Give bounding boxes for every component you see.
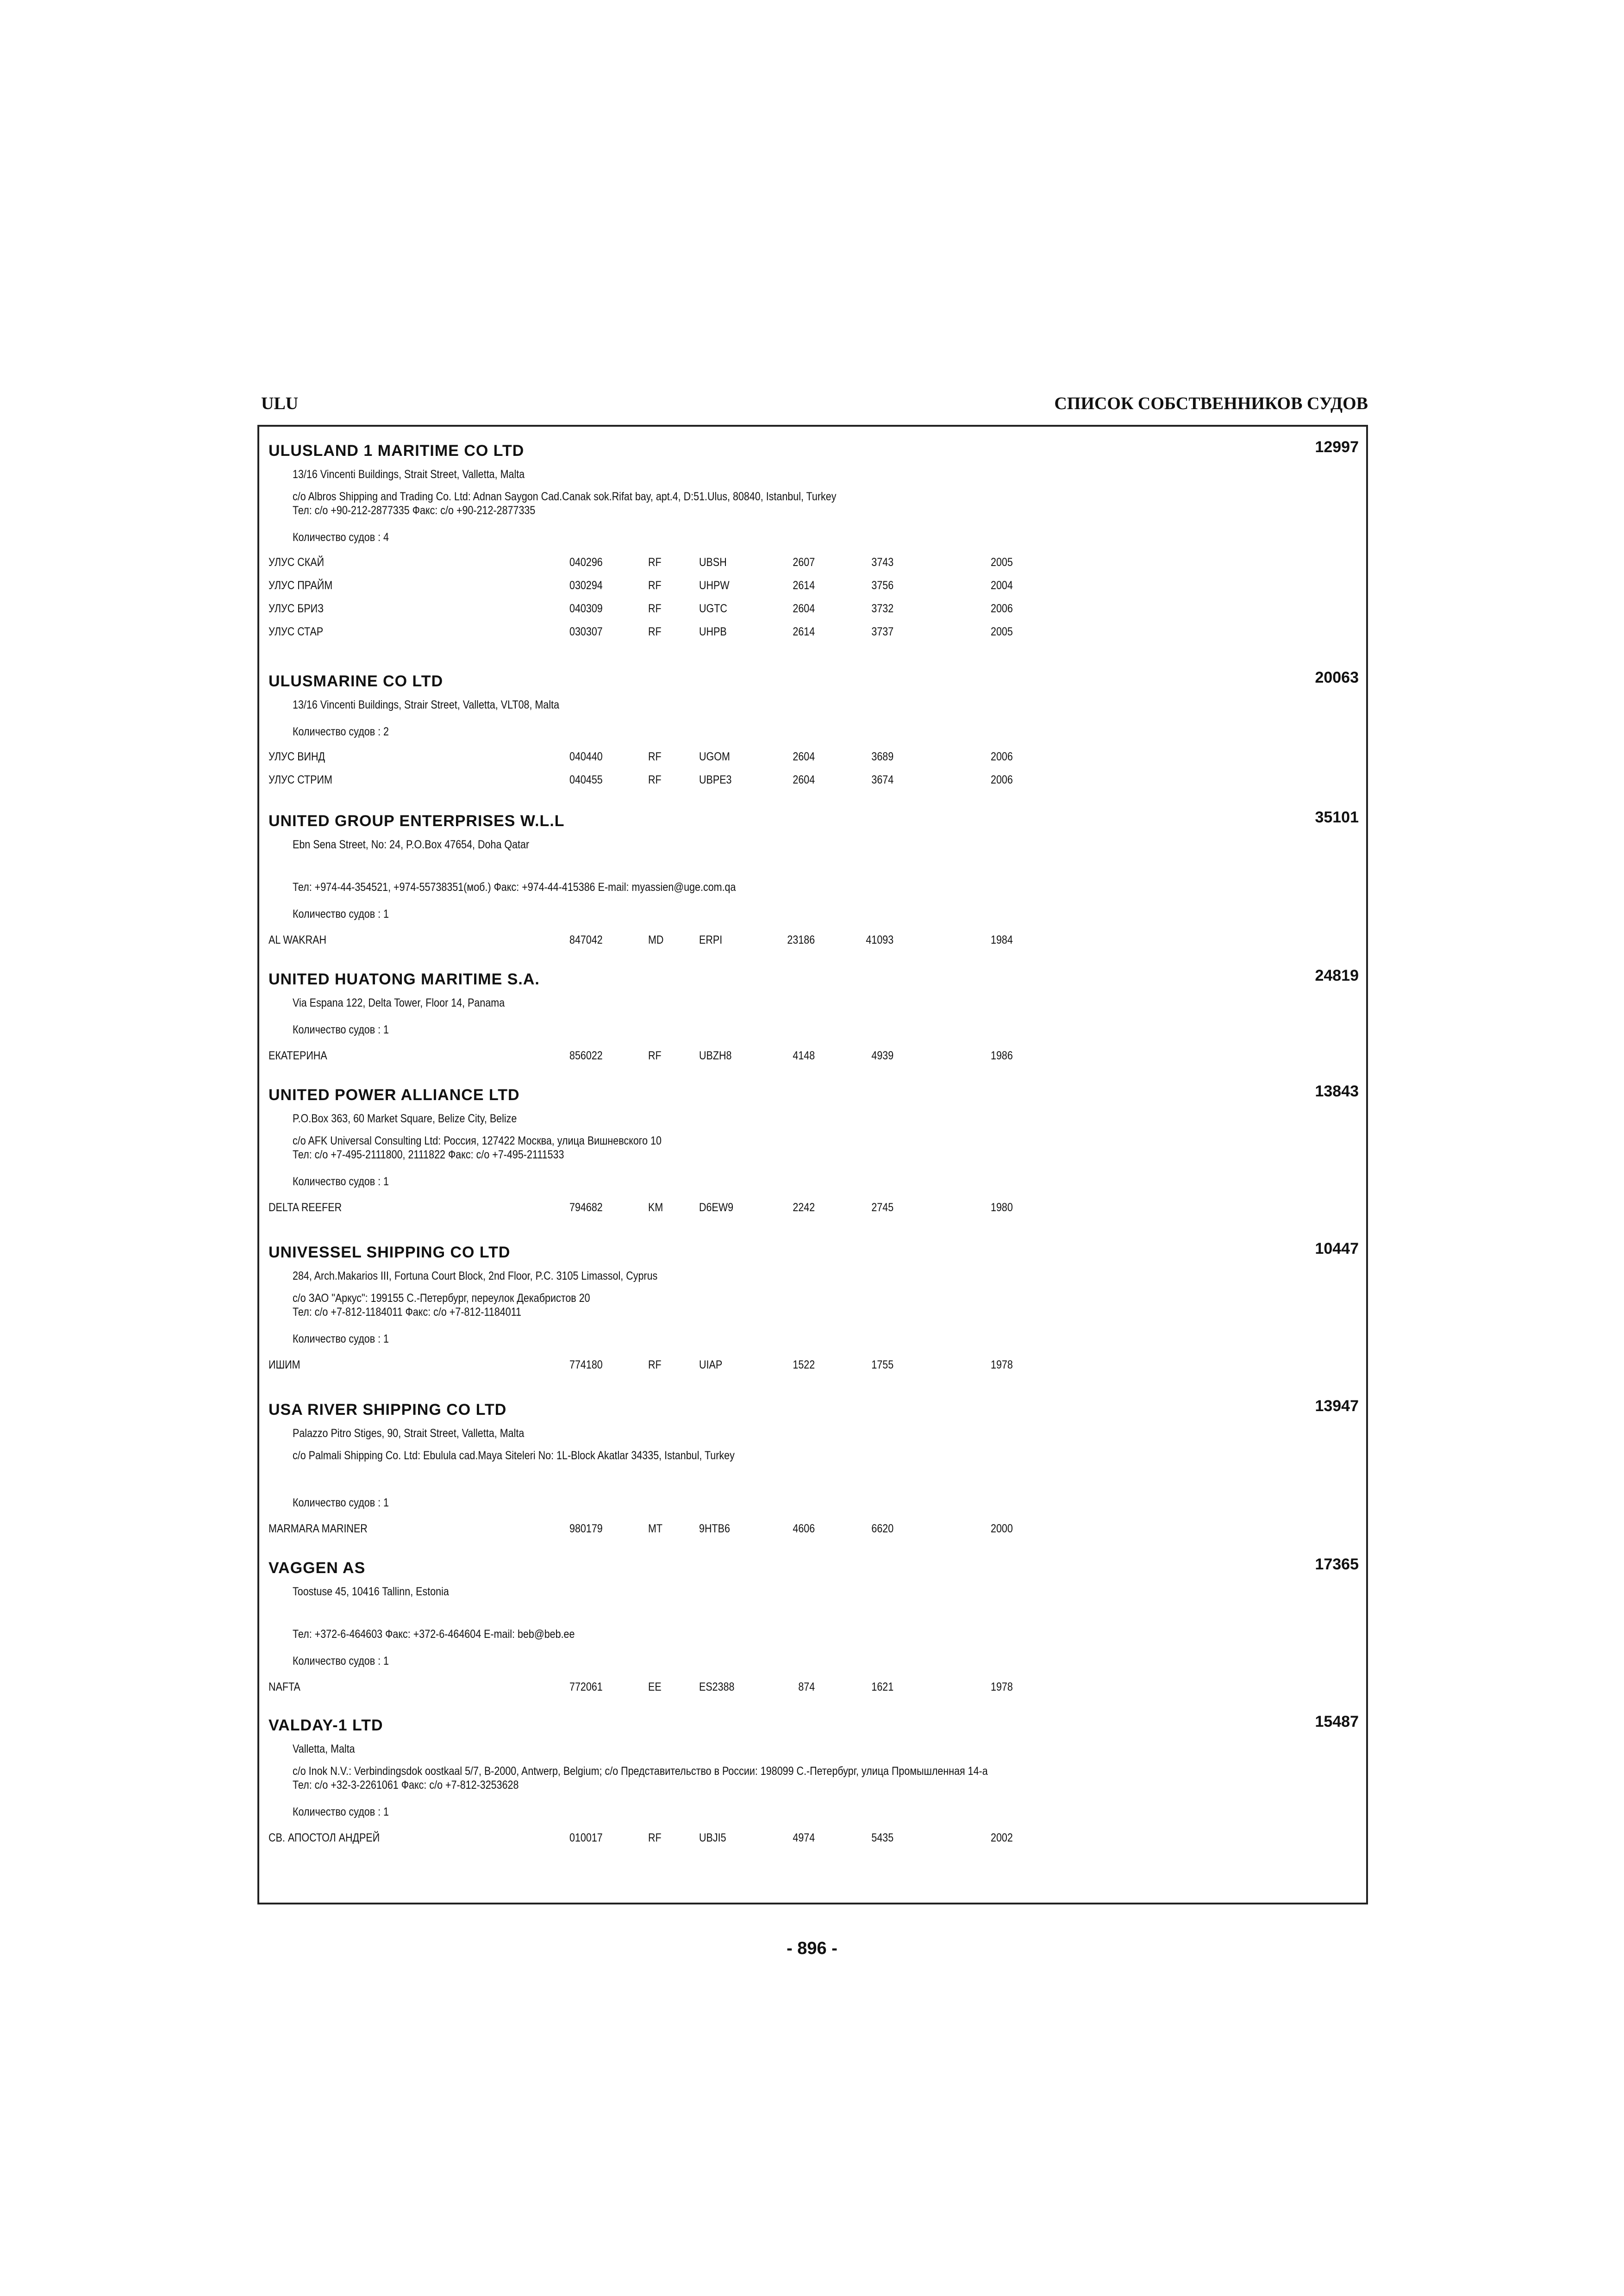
owner-id: 10447 (1315, 1240, 1359, 1257)
vessel-gross-tonnage: 2607 (793, 556, 815, 569)
vessel-gross-tonnage: 2614 (793, 579, 815, 592)
vessel-gross-tonnage: 4148 (793, 1049, 815, 1062)
owner-address: Toostuse 45, 10416 Tallinn, Estonia (293, 1585, 449, 1598)
vessel-count: Количество судов : 1 (293, 1332, 389, 1345)
vessel-reg-number: 794682 (569, 1201, 603, 1214)
owner-agent: c/o ЗАО "Аркус": 199155 С.-Петербург, переулок Декабристов 20 (293, 1292, 590, 1305)
vessel-year-built: 2002 (991, 1831, 1013, 1844)
vessel-flag: RF (648, 556, 662, 569)
owner-name: VALDAY-1 LTD (269, 1717, 383, 1734)
vessel-row (269, 1680, 1333, 1694)
vessel-deadweight: 1621 (871, 1680, 894, 1693)
vessel-flag: RF (648, 579, 662, 592)
vessel-flag: RF (648, 773, 662, 786)
owner-contacts: Тел: +372-6-464603 Факс: +372-6-464604 E-mail: beb@beb.ee (293, 1628, 575, 1641)
owner-id: 35101 (1315, 809, 1359, 826)
owner-agent: c/o Palmali Shipping Co. Ltd: Ebulula cad.Maya Siteleri No: 1L-Block Akatlar 34335, Istanbul, Turkey (293, 1449, 735, 1462)
vessel-reg-number: 010017 (569, 1831, 603, 1844)
vessel-gross-tonnage: 4974 (793, 1831, 815, 1844)
owner-name: VAGGEN AS (269, 1559, 366, 1577)
vessel-name: УЛУС СТАР (269, 625, 324, 638)
vessel-reg-number: 040440 (569, 750, 603, 763)
vessel-year-built: 2004 (991, 579, 1013, 592)
vessel-name: NAFTA (269, 1680, 300, 1693)
vessel-gross-tonnage: 1522 (793, 1358, 815, 1371)
owner-contacts: Тел: c/o +7-495-2111800, 2111822 Факс: c/o +7-495-2111533 (293, 1148, 564, 1161)
vessel-name: ЕКАТЕРИНА (269, 1049, 327, 1062)
vessel-year-built: 2006 (991, 602, 1013, 615)
vessel-row (269, 555, 1333, 569)
vessel-deadweight: 41093 (866, 933, 894, 946)
vessel-call-sign: UBSH (699, 556, 727, 569)
vessel-row (269, 1049, 1333, 1063)
vessel-reg-number: 030294 (569, 579, 603, 592)
vessel-call-sign: UBZH8 (699, 1049, 732, 1062)
vessel-reg-number: 847042 (569, 933, 603, 946)
owner-name: UNITED HUATONG MARITIME S.A. (269, 971, 540, 988)
vessel-name: MARMARA MARINER (269, 1522, 368, 1535)
vessel-deadweight: 5435 (871, 1831, 894, 1844)
vessel-flag: RF (648, 750, 662, 763)
vessel-row (269, 1522, 1333, 1536)
owner-id: 20063 (1315, 669, 1359, 686)
vessel-gross-tonnage: 4606 (793, 1522, 815, 1535)
owner-agent: c/o Albros Shipping and Trading Co. Ltd: Adnan Saygon Cad.Canak sok.Rifat bay, apt.4, D:51.Ulus, 80840, Istanbul, Turkey (293, 490, 837, 503)
owner-agent: c/o AFK Universal Consulting Ltd: Россия, 127422 Москва, улица Вишневского 10 (293, 1134, 662, 1147)
vessel-name: УЛУС СТРИМ (269, 773, 332, 786)
vessel-year-built: 2005 (991, 556, 1013, 569)
vessel-gross-tonnage: 2242 (793, 1201, 815, 1214)
vessel-flag: MT (648, 1522, 663, 1535)
section-code: ULU (261, 394, 299, 413)
vessel-gross-tonnage: 2604 (793, 602, 815, 615)
vessel-reg-number: 772061 (569, 1680, 603, 1693)
vessel-call-sign: ES2388 (699, 1680, 735, 1693)
vessel-reg-number: 856022 (569, 1049, 603, 1062)
owner-contacts: Тел: c/o +90-212-2877335 Факс: c/o +90-212-2877335 (293, 504, 536, 517)
vessel-count: Количество судов : 1 (293, 1175, 389, 1188)
vessel-gross-tonnage: 874 (798, 1680, 815, 1693)
vessel-name: УЛУС СКАЙ (269, 556, 325, 569)
owner-address: 13/16 Vincenti Buildings, Strait Street, Valletta, Malta (293, 468, 525, 481)
vessel-gross-tonnage: 2614 (793, 625, 815, 638)
owner-address: Via Espana 122, Delta Tower, Floor 14, Panama (293, 996, 505, 1009)
vessel-name: УЛУС ВИНД (269, 750, 325, 763)
vessel-year-built: 2000 (991, 1522, 1013, 1535)
vessel-count: Количество судов : 1 (293, 1023, 389, 1036)
vessel-row (269, 1831, 1333, 1845)
vessel-reg-number: 040309 (569, 602, 603, 615)
vessel-count: Количество судов : 2 (293, 725, 389, 738)
owner-address: 284, Arch.Makarios III, Fortuna Court Block, 2nd Floor, P.C. 3105 Limassol, Cyprus (293, 1269, 658, 1282)
vessel-year-built: 2006 (991, 750, 1013, 763)
vessel-row (269, 1358, 1333, 1372)
vessel-gross-tonnage: 2604 (793, 773, 815, 786)
owner-contacts: Тел: c/o +7-812-1184011 Факс: c/o +7-812-1184011 (293, 1306, 522, 1319)
owner-name: ULUSLAND 1 MARITIME CO LTD (269, 442, 525, 460)
owner-name: UNITED GROUP ENTERPRISES W.L.L (269, 812, 565, 830)
vessel-name: AL WAKRAH (269, 933, 327, 946)
vessel-row (269, 773, 1333, 787)
vessel-row (269, 933, 1333, 947)
vessel-year-built: 2006 (991, 773, 1013, 786)
owner-name: UNITED POWER ALLIANCE LTD (269, 1086, 520, 1104)
vessel-call-sign: ERPI (699, 933, 723, 946)
vessel-flag: RF (648, 1049, 662, 1062)
vessel-call-sign: UIAP (699, 1358, 723, 1371)
owner-name: ULUSMARINE CO LTD (269, 672, 443, 690)
vessel-count: Количество судов : 1 (293, 1655, 389, 1668)
owner-id: 15487 (1315, 1713, 1359, 1730)
vessel-year-built: 1978 (991, 1358, 1013, 1371)
vessel-year-built: 2005 (991, 625, 1013, 638)
owner-id: 24819 (1315, 967, 1359, 984)
vessel-row (269, 1201, 1333, 1214)
vessel-deadweight: 1755 (871, 1358, 894, 1371)
owner-address: Valletta, Malta (293, 1742, 355, 1755)
vessel-deadweight: 3737 (871, 625, 894, 638)
vessel-reg-number: 040296 (569, 556, 603, 569)
vessel-name: СВ. АПОСТОЛ АНДРЕЙ (269, 1831, 380, 1844)
owner-address: P.O.Box 363, 60 Market Square, Belize City, Belize (293, 1112, 517, 1125)
page-number: - 896 - (787, 1939, 837, 1958)
vessel-call-sign: UHPW (699, 579, 730, 592)
vessel-row (269, 625, 1333, 639)
vessel-deadweight: 6620 (871, 1522, 894, 1535)
vessel-deadweight: 3674 (871, 773, 894, 786)
vessel-call-sign: UBPE3 (699, 773, 732, 786)
vessel-reg-number: 774180 (569, 1358, 603, 1371)
vessel-flag: MD (648, 933, 664, 946)
owner-agent: c/o Inok N.V.: Verbindingsdok oostkaal 5/7, B-2000, Antwerp, Belgium; c/o Представительство в России: 198099 С.-Петербург, улица Промышленная 14-а (293, 1765, 988, 1778)
vessel-year-built: 1980 (991, 1201, 1013, 1214)
vessel-call-sign: UBJI5 (699, 1831, 726, 1844)
vessel-name: УЛУС БРИЗ (269, 602, 324, 615)
vessel-reg-number: 040455 (569, 773, 603, 786)
vessel-call-sign: D6EW9 (699, 1201, 734, 1214)
vessel-flag: RF (648, 602, 662, 615)
vessel-flag: EE (648, 1680, 662, 1693)
running-header (257, 392, 1368, 416)
owner-id: 12997 (1315, 438, 1359, 456)
vessel-gross-tonnage: 23186 (787, 933, 815, 946)
vessel-call-sign: 9HTB6 (699, 1522, 730, 1535)
owner-name: UNIVESSEL SHIPPING CO LTD (269, 1244, 511, 1261)
vessel-name: ИШИМ (269, 1358, 300, 1371)
vessel-row (269, 602, 1333, 616)
owner-contacts: Тел: c/o +32-3-2261061 Факс: c/o +7-812-3253628 (293, 1779, 519, 1792)
vessel-name: DELTA REEFER (269, 1201, 342, 1214)
vessel-year-built: 1986 (991, 1049, 1013, 1062)
vessel-count: Количество судов : 1 (293, 1496, 389, 1509)
vessel-deadweight: 3756 (871, 579, 894, 592)
vessel-year-built: 1984 (991, 933, 1013, 946)
vessel-count: Количество судов : 1 (293, 908, 389, 921)
owner-address: Palazzo Pitro Stiges, 90, Strait Street, Valletta, Malta (293, 1427, 525, 1440)
owners-list-frame (257, 425, 1368, 1904)
vessel-call-sign: UHPB (699, 625, 727, 638)
vessel-deadweight: 3732 (871, 602, 894, 615)
owner-address: Ebn Sena Street, No: 24, P.O.Box 47654, Doha Qatar (293, 838, 530, 851)
vessel-gross-tonnage: 2604 (793, 750, 815, 763)
vessel-deadweight: 3743 (871, 556, 894, 569)
vessel-reg-number: 980179 (569, 1522, 603, 1535)
vessel-call-sign: UGTC (699, 602, 727, 615)
vessel-call-sign: UGOM (699, 750, 730, 763)
page-section-title: СПИСОК СОБСТВЕННИКОВ СУДОВ (1054, 394, 1368, 413)
vessel-row (269, 750, 1333, 764)
vessel-row (269, 579, 1333, 592)
vessel-flag: RF (648, 1831, 662, 1844)
vessel-flag: RF (648, 625, 662, 638)
vessel-deadweight: 4939 (871, 1049, 894, 1062)
vessel-name: УЛУС ПРАЙМ (269, 579, 333, 592)
vessel-flag: RF (648, 1358, 662, 1371)
owner-id: 13843 (1315, 1083, 1359, 1100)
vessel-deadweight: 3689 (871, 750, 894, 763)
vessel-count: Количество судов : 1 (293, 1805, 389, 1818)
owner-contacts: Тел: +974-44-354521, +974-55738351(моб.) Факс: +974-44-415386 E-mail: myassien@uge.com.qa (293, 881, 736, 894)
vessel-reg-number: 030307 (569, 625, 603, 638)
vessel-flag: KM (648, 1201, 663, 1214)
vessel-count: Количество судов : 4 (293, 531, 389, 544)
owner-name: USA RIVER SHIPPING CO LTD (269, 1401, 507, 1419)
vessel-deadweight: 2745 (871, 1201, 894, 1214)
owner-id: 13947 (1315, 1397, 1359, 1415)
vessel-year-built: 1978 (991, 1680, 1013, 1693)
owner-address: 13/16 Vincenti Buildings, Strair Street, Valletta, VLT08, Malta (293, 698, 560, 711)
owner-id: 17365 (1315, 1556, 1359, 1573)
